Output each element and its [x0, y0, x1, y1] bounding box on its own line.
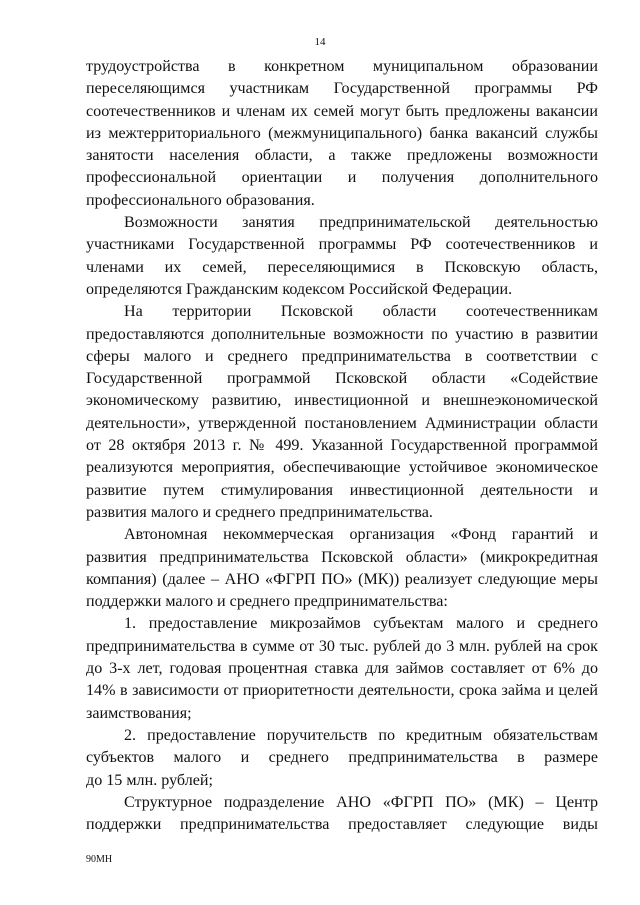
- paragraph-line: поддержки предпринимательства предоставляет следующие виды: [86, 816, 598, 834]
- paragraph-line: от 28 октября 2013 г. № 499. Указанной Государственной программой: [86, 437, 598, 455]
- paragraph-line: На территории Псковской области соотечественникам: [124, 303, 598, 321]
- paragraph-line: развития предпринимательства Псковской области» (микрокредитная: [86, 548, 598, 566]
- paragraph-line: Автономная некоммерческая организация «Фонд гарантий и: [124, 526, 598, 544]
- paragraph-line: развития малого и среднего предпринимательства.: [86, 503, 433, 521]
- paragraph-line: Структурное подразделение АНО «ФГРП ПО» (МК) – Центр: [124, 793, 598, 811]
- list-item-line: предпринимательства в сумме от 30 тыс. рублей до 3 млн. рублей на срок: [86, 637, 598, 655]
- paragraph-line: Возможности занятия предпринимательской деятельностью: [124, 214, 598, 232]
- paragraph-line: сферы малого и среднего предпринимательства в соответствии с: [86, 347, 598, 365]
- paragraph-line: предоставляются дополнительные возможности по участию в развитии: [86, 325, 598, 343]
- paragraph-line: профессиональной ориентации и получения дополнительного: [86, 169, 598, 187]
- paragraph-line: развитие путем стимулирования инвестиционной деятельности и: [86, 481, 598, 499]
- paragraph-line: реализуются мероприятия, обеспечивающие устойчивое экономическое: [86, 459, 598, 477]
- paragraph-line: профессионального образования.: [86, 191, 315, 209]
- body-text: [86, 56, 598, 836]
- paragraph-line: трудоустройства в конкретном муниципальном образовании: [86, 58, 598, 75]
- list-item-line: 2. предоставление поручительств по кредитным обязательствам: [124, 726, 598, 744]
- paragraph-line: экономическому развитию, инвестиционной и внешнеэкономической: [86, 392, 598, 410]
- list-item-line: субъектов малого и среднего предпринимательства в размере: [86, 749, 598, 767]
- list-item-line: 14% в зависимости от приоритетности деятельности, срока займа и целей: [86, 682, 598, 700]
- page-number: 14: [314, 36, 326, 48]
- paragraph-line: членами их семей, переселяющимися в Псковскую область,: [86, 258, 598, 276]
- paragraph-line: компания) (далее – АНО «ФГРП ПО» (МК)) реализует следующие меры: [86, 570, 598, 588]
- paragraph-line: определяются Гражданским кодексом Российской Федерации.: [86, 280, 513, 298]
- list-item-line: заимствования;: [86, 704, 192, 722]
- paragraph-line: Государственной программой Псковской области «Содействие: [86, 370, 598, 388]
- paragraph-line: участниками Государственной программы РФ соотечественников и: [86, 236, 598, 254]
- footer-document-code: 90МН: [86, 854, 113, 865]
- paragraph-line: из межтерриториального (межмуниципального) банка вакансий службы: [86, 124, 598, 142]
- paragraph-line: соотечественников и членам их семей могут быть предложены вакансии: [86, 102, 598, 120]
- paragraph-line: поддержки малого и среднего предпринимательства:: [86, 593, 448, 611]
- list-item-line: 1. предоставление микрозаймов субъектам малого и среднего: [124, 615, 598, 633]
- paragraph-line: переселяющимся участникам Государственной программы РФ: [86, 80, 598, 98]
- list-item-line: до 15 млн. рублей;: [86, 771, 213, 789]
- paragraph-line: деятельности», утвержденной постановлением Администрации области: [86, 414, 598, 432]
- list-item-line: до 3-х лет, годовая процентная ставка для займов составляет от 6% до: [86, 660, 598, 678]
- paragraph-line: занятости населения области, а также предложены возможности: [86, 147, 598, 165]
